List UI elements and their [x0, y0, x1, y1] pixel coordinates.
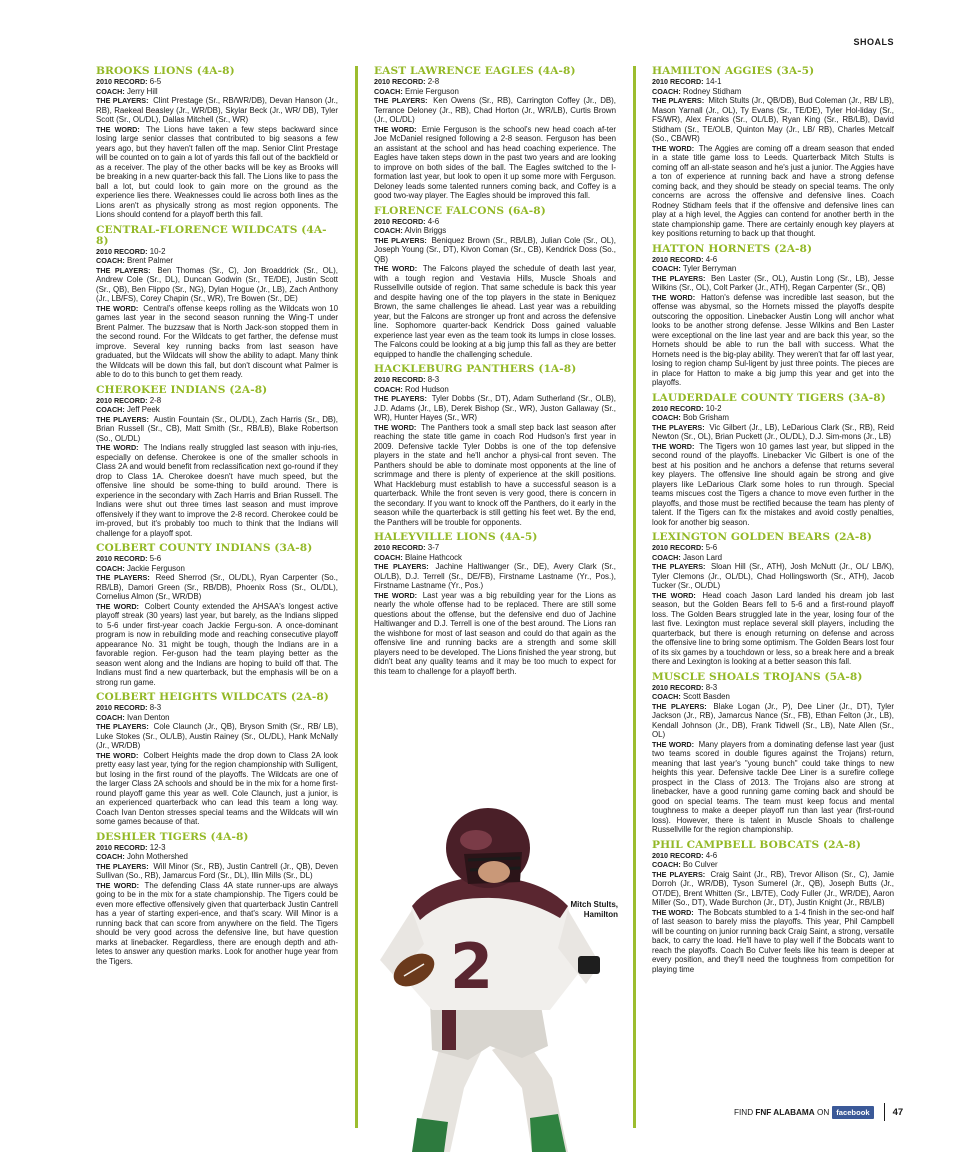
team-coach-value: Jackie Ferguson [126, 563, 185, 573]
team-word-value: Colbert Heights made the drop down to Class 2A look pretty easy last year, tying for the region championship with Sulligent, but losing in the first round of the playoffs. The Wildcats are one of the larger Class 2A schools and should be in the mix for a home first-round playoff game this year as well. Cole Claunch, just a junior, is an experienced quarterback who can lead this team a long way. Coach Ivan Denton stresses special teams and the Wildcats will win some games because of that. [96, 750, 338, 826]
team-coach-label: COACH: [374, 86, 403, 96]
team-players [652, 96, 894, 144]
footer-find: FIND [734, 1107, 754, 1117]
team-coach [652, 692, 894, 702]
team-coach-label: COACH: [96, 256, 125, 265]
team-record-value: 10-2 [149, 246, 166, 256]
team-record-label: 2010 RECORD: [96, 395, 148, 405]
team-record-label: 2010 RECORD: [374, 543, 426, 552]
team-coach [374, 385, 616, 395]
team-players-label: THE PLAYERS: [96, 265, 151, 275]
column-3 [652, 66, 894, 979]
team-coach-label: COACH: [652, 264, 681, 273]
team-players [96, 862, 338, 881]
team-record-value: 8-3 [149, 703, 162, 712]
team-word-value: The Indians really struggled last season with inju-ries, especially on defense. Cherokee is one of the smaller schools in Class 2A and would benefit from reclassification next go-round if they drop to Class 1A. Cherokee doesn't have much speed, but the offensive line should be some-thing to build around. There is experience in the secondary with Zach Harris and Brian Russell. The Indians were shut out three times last season and must improve offensively if they want to improve the 2-8 record. Cherokee could be im-proved, but it's probably too much to think that the Indians will challenge for a playoff spot. [96, 443, 338, 538]
team-coach [652, 413, 894, 423]
team-word-value: Hatton's defense was incredible last season, but the offense was abysmal, so the Hornets missed the playoffs despite outscoring the opposition. Linebacker Austin Long will anchor what looks to be another strong defense. Jesse Wilkins and Ben Laster were exceptional on the line last year and are back this year, so the Hornets should be able to run the ball with success. What the Hornets need is the big-play ability. They weren't that far off last year, losing to region champ Sul-ligent by just three points. The pieces are in place for Hatton to make a big jump this year and get into the playoffs. [652, 292, 894, 387]
team-profile [374, 66, 616, 201]
team-record [96, 554, 338, 564]
team-word-value: The Panthers took a small step back last season after reaching the state title game in coach Rod Hudson's first year in 2009. Defensive tackle Tyler Dobbs is one of the top defensive players in the state and he'll anchor a physi-cal front seven. The Panthers should be able to dominate most opponents at the line of scrimmage and there is plenty of experience at the skill positions. What Hackleburg must establish to have a successful season is a quarterback. While the front seven is very good, there is concern in the secondary. If you want to knock off the Panthers, do it early in the season while the quarterback is still getting his feet wet. By the end, the Panthers will be trouble for opponents. [374, 422, 616, 527]
team-players [96, 415, 338, 444]
team-profile [96, 385, 338, 539]
team-record-value: 4-6 [427, 216, 440, 226]
team-coach [652, 264, 894, 274]
team-word-label: THE WORD: [96, 124, 140, 134]
team-players-label: THE PLAYERS: [652, 869, 706, 879]
team-record-label: 2010 RECORD: [96, 842, 148, 852]
team-players-value: Beniquez Brown (Sr., RB/LB), Julian Cole (Sr., OL), Joseph Young (Sr., DT), Kivon Coman (Sr., CB), Kendrick Doss (So., QB) [374, 235, 616, 264]
team-coach [374, 553, 616, 563]
team-coach [652, 87, 894, 97]
team-profile [652, 672, 894, 835]
team-word [96, 881, 338, 967]
team-players-value: Tyler Dobbs (Sr., DT), Adam Sutherland (Sr., OLB), J.D. Adams (Jr., LB), Derek Bishop (Sr., WR), Juston Gallaway (Sr., WR), Hunter Hayes (Sr., WR) [374, 394, 616, 422]
team-word [96, 125, 338, 220]
team-title: CHEROKEE INDIANS (2A-8) [96, 383, 268, 396]
team-players-label: THE PLAYERS: [96, 861, 149, 871]
team-word [96, 304, 338, 380]
team-word [652, 144, 894, 239]
team-title: COLBERT HEIGHTS WILDCATS (2A-8) [96, 691, 329, 703]
team-players-value: Ken Owens (Sr., RB), Carrington Coffey (Jr., DB), Terrance Deloney (Jr., RB), Chad Horton (Jr., WR/LB), Curtis Brown (Jr., OL/DL) [374, 96, 616, 124]
team-players [652, 562, 894, 591]
team-coach [652, 860, 894, 870]
team-profile [652, 244, 894, 388]
team-players-label: THE PLAYERS: [96, 96, 149, 105]
team-record [652, 543, 894, 553]
team-players-label: THE PLAYERS: [96, 414, 149, 424]
team-coach-value: Bo Culver [682, 860, 718, 869]
team-word-label: THE WORD: [96, 601, 139, 611]
team-title: CENTRAL-FLORENCE WILDCATS (4A-8) [96, 223, 327, 247]
team-players [374, 236, 616, 265]
team-title: EAST LAWRENCE EAGLES (4A-8) [374, 65, 576, 77]
team-coach [96, 713, 338, 723]
caption-team: Hamilton [583, 910, 618, 919]
team-coach-label: COACH: [374, 384, 403, 394]
team-word-label: THE WORD: [652, 907, 694, 917]
team-players-label: THE PLAYERS: [374, 562, 429, 571]
photo-caption [548, 900, 618, 920]
team-coach-label: COACH: [374, 552, 403, 562]
team-word-label: THE WORD: [96, 880, 139, 890]
team-record-label: 2010 RECORD: [374, 77, 426, 86]
team-title: LEXINGTON GOLDEN BEARS (2A-8) [652, 531, 872, 543]
team-coach-label: COACH: [652, 413, 681, 422]
team-record-label: 2010 RECORD: [652, 850, 704, 860]
team-title: HALEYVILLE LIONS (4A-5) [374, 531, 538, 543]
team-title: COLBERT COUNTY INDIANS (3A-8) [96, 542, 313, 554]
team-record-value: 3-7 [427, 543, 440, 552]
team-record-value: 2-8 [427, 77, 440, 86]
team-word-value: The defending Class 4A state runner-ups are always going to be in the mix for a state championship. The Tigers could be even more effective offensively given that quarterback Justin Cantrell has a year of starting experi-ence, and that's scary. Will Minor is a running back that can score from anywhere on the field. The Tigers should be very good across the defensive line, but have question marks at linebacker. Regardless, there are enough depth and ath-letes to answer any question marks. Look for another huge year from the Tigers. [96, 880, 339, 966]
team-word [374, 591, 616, 677]
team-record [96, 396, 338, 406]
team-coach [96, 405, 338, 415]
team-record-label: 2010 RECORD: [96, 703, 148, 712]
page-footer [734, 1102, 903, 1122]
team-profile [96, 543, 338, 687]
team-players-value: Reed Sherrod (Sr., OL/DL), Ryan Carpenter (So., RB/LB), Damori Green (Sr., RB/DB), Phoenix Ross (Sr., OL/DL), Cornelius Almon (Sr., WR/DB) [96, 573, 338, 601]
team-record [96, 77, 338, 87]
team-coach-label: COACH: [96, 563, 125, 573]
team-coach-value: Bob Grisham [682, 413, 729, 422]
team-coach [96, 564, 338, 574]
team-record-value: 5-6 [705, 543, 718, 552]
team-players [374, 562, 616, 591]
team-profile [374, 206, 616, 360]
team-record [374, 375, 616, 385]
team-title: BROOKS LIONS (4A-8) [96, 65, 235, 77]
team-coach-value: Jason Lard [682, 552, 722, 562]
section-label: SHOALS [853, 37, 894, 47]
team-players [374, 96, 616, 125]
team-record [652, 851, 894, 861]
team-coach-label: COACH: [652, 86, 681, 96]
team-coach [96, 256, 338, 266]
team-record-label: 2010 RECORD: [652, 254, 704, 264]
team-profile [96, 66, 338, 220]
team-record-label: 2010 RECORD: [652, 403, 704, 413]
jersey-number: 2 [450, 930, 494, 1003]
team-word [652, 442, 894, 528]
team-record [652, 683, 894, 693]
team-title: LAUDERDALE COUNTY TIGERS (3A-8) [652, 391, 886, 404]
team-profile [374, 364, 616, 527]
team-players-value: Vic Gilbert (Jr., LB), LeDarious Clark (Sr., RB), Reid Newton (Sr., OL), Brian Puckett (Jr., OL/DL), D.J. Sim-mons (Jr., LB) [652, 422, 894, 441]
team-players-label: THE PLAYERS: [96, 722, 149, 731]
team-record-label: 2010 RECORD: [374, 375, 426, 384]
team-players-value: Ben Thomas (Sr., C), Jon Broaddrick (Sr., OL), Andrew Cole (Sr., DL), Duncan Godwin (Sr., TE/DE), Justin Scott (Sr., QB), Ben Flippo (Sr., NG), Dylan Hogue (Jr., LB), Zach Anthony (Jr., LB/FS), Corey Chapin (Sr., WR), Tre Bowen (Sr., DE) [96, 265, 339, 303]
team-word [374, 264, 616, 359]
team-profile [652, 532, 894, 667]
team-title: HATTON HORNETS (2A-8) [652, 242, 813, 255]
team-record-value: 4-6 [705, 850, 718, 860]
team-coach-label: COACH: [96, 712, 125, 722]
team-word [96, 443, 338, 538]
team-word-label: THE WORD: [96, 303, 139, 313]
team-players-value: Mitch Stults (Jr., QB/DB), Bud Coleman (Jr., RB/ LB), Mason Yarnall (Jr., OL), Ty Evans (Sr., TE/DE), Tyler Hol-liday (Sr., FS/WR), Alex Franks (Sr., OL/LB), Ryan King (Sr., RB/LB), David Stidham (Sr., TE/OLB, Quinton May (Jr., LB/ RB), Charles Metcalf (So., CB/WR) [652, 96, 894, 143]
team-coach-label: COACH: [374, 226, 403, 235]
team-players-value: Clint Prestage (Sr., RB/WR/DB), Devan Hanson (Jr., RB), Raekeal Beasley (Jr., WR/DB), Skylar Beck (Jr., WR/ DB), Tyler Scott (Sr., OL/DL), Dallas Mitchell (Sr., WR) [96, 96, 338, 124]
team-players-label: THE PLAYERS: [374, 96, 428, 105]
team-word-label: THE WORD: [374, 124, 417, 134]
team-coach [96, 852, 338, 862]
team-players-value: Ben Laster (Sr., OL), Austin Long (Sr., LB), Jesse Wilkins (Sr., OL), Colt Parker (Jr., ATH), Regan Carpenter (Sr., QB) [652, 273, 894, 292]
team-players [374, 394, 616, 423]
football-player-illustration [372, 788, 612, 1152]
team-record-value: 14-1 [705, 77, 722, 86]
team-word-value: The Falcons played the schedule of death last year, with a tough region and Vestavia Hills, Muscle Shoals and Russellville outside of region. That same schedule is back this year and despite having one of the top players in the state in Beniquez Brown, the same challenges lie ahead. Last year was a rebuilding year, but the Falcons are stronger up front and across the defensive line. Sophomore quarter-back Kendrick Doss gained valuable experience last year even as the team took its lumps in close losses. The Falcons could be looking at a big jump this fall as they are better equipped to handle the challenging schedule. [374, 264, 616, 359]
team-record [652, 255, 894, 265]
team-coach-value: Jerry Hill [126, 86, 158, 96]
team-coach [652, 553, 894, 563]
team-profile [96, 225, 338, 380]
team-players-label: THE PLAYERS: [374, 394, 427, 403]
team-word-label: THE WORD: [374, 590, 418, 600]
team-record [96, 247, 338, 257]
team-word-value: The Lions have taken a few steps backward since losing large senior classes that contributed to big seasons a few years ago, but they haven't fallen off the map. Senior Clint Prestage will be counted on to gain a lot of yards this fall out of the backfield or as a receiver. The play of the other backs will be key as Brooks will be breaking in a new quarter-back this fall. The Lions like to pass the ball a lot, but could look to gain more on the ground as the experience lies there. Weaknesses could lie across both lines as the Lions aren't as physically strong as most region opponents. The Lions should contend for a playoff berth this fall. [96, 124, 338, 219]
team-record-label: 2010 RECORD: [652, 77, 704, 86]
team-word [374, 125, 616, 201]
column-1 [96, 66, 338, 971]
team-players-label: THE PLAYERS: [374, 235, 427, 245]
facebook-logo[interactable]: facebook [832, 1106, 873, 1119]
team-word [96, 602, 338, 688]
team-word-value: Colbert County extended the AHSAA's longest active playoff streak (30 years) last year, but barely, as the Indians slipped to 5-6 under first-year coach Jackie Fergu-son. A once-dominant program is now in rebuilding mode and reaching consecutive playoff appearance No. 31 might be tough, though the Indians are in a favorable region. Fer-guson had the team playing better as the season went along and the Indians are hoping to build off that. The Indians must find a new quarterback, but the emphasis will be on a strong run game. [96, 601, 338, 687]
team-coach-value: Tyler Berryman [682, 264, 737, 273]
team-word-value: Head coach Jason Lard landed his dream job last season, but the Golden Bears fell to 5-6 and a first-round playoff loss. The Golden Bears struggled late in the year, losing four of the last five. Lexington must replace several skill players, including the quarterback, but there is enough returning on defense and across the offensive line to bring some optimism. The Golden Bears lost four of its six games by a touchdown or less, so a break here and a break there and Lexington is looking at a better season this fall. [652, 590, 894, 666]
footer-brand: FNF ALABAMA [755, 1107, 815, 1117]
team-word-value: The Tigers won 10 games last year, but slipped in the second round of the playoffs. Linebacker Vic Gilbert is one of the best at his position and he anchors a defense that returns several key players. The offensive line should again be strong and give players like LeDarious Clark some holes to run through. Special teams miscues cost the Tigers a chance to move even further in the playoffs, and those must be rectified because the team has plenty of talent. If the Tigers can fix the mistakes and avoid costly penalties, look for another big season. [652, 441, 894, 527]
team-word-value: Central's offense keeps rolling as the Wildcats won 10 games last year in the second season running the Wing-T under Brent Palmer. The buzzsaw that is North Jack-son stopped them in the second round. For the Wildcats to get farther, the defense must improve. Several key running backs from last season have graduated, but the Wildcats will show the ability to adapt. Many think the Wildcats will be down this fall, but don't discount what Palmer is able to do to this bunch to get them ready. [96, 303, 338, 379]
team-title: PHIL CAMPBELL BOBCATS (2A-8) [652, 838, 862, 851]
team-record-value: 8-3 [705, 682, 718, 692]
team-coach-value: Scott Basden [682, 692, 730, 701]
team-word [374, 423, 616, 528]
team-profile [374, 532, 616, 676]
team-word-value: The Aggies are coming off a dream season that ended in a state title game loss to Leeds. Quarterback Mitch Stults is coming off an all-state season and he's just a junior. The Aggies have a ton of experience at running back and have a strong defense coming back, and they should be steady on special teams. The only concerns are across the offensive and defensive lines. Coach Rodney Stidham feels that if the offensive and defensive lines can play at a high level, the Aggies can contend for another berth in the state championship game. There are certainly enough key players at key positions returning to back up that thought. [652, 143, 894, 238]
team-word [652, 908, 894, 975]
team-profile [96, 692, 338, 827]
team-profile [652, 840, 894, 975]
player-photo [372, 788, 612, 1152]
team-word-value: Last year was a big rebuilding year for the Lions as nearly the whole offense had to be replaced. There are still some questions about the offense, but the defensive end duo of Jachine Haltiwanger and D.J. Terrell is one of the best around. The Lions ran the wishbone for most of last season and could do that again as the offensive line and running backs are a strength and some skill players need to be developed. The Lions finished the year strong, but didn't beat any quality teams and it may be too much to expect for this team to challenge for a playoff berth. [374, 590, 616, 676]
team-players-label: THE PLAYERS: [652, 562, 706, 571]
team-title: HACKLEBURG PANTHERS (1A-8) [374, 363, 577, 375]
team-word-label: THE WORD: [652, 143, 695, 153]
team-record [374, 543, 616, 553]
team-word-value: The Bobcats stumbled to a 1-4 finish in the sec-ond half of last season to barely miss the playoffs. This year, Phil Campbell will be counting on junior running back Craig Saint, a strong, versatile back, to carry the load. He'll have to play well if the Bobcats want to reach the playoffs. Coach Bo Culver feels like his team is deeper at every position, and they'll need the toughness from competition for playing time [652, 907, 895, 974]
team-coach-label: COACH: [96, 405, 125, 414]
team-record [96, 843, 338, 853]
team-coach-value: Rod Hudson [404, 384, 449, 394]
team-word [652, 293, 894, 388]
team-players-label: THE PLAYERS: [652, 96, 705, 105]
team-word-label: THE WORD: [96, 443, 139, 452]
footer-on: ON [816, 1107, 830, 1117]
team-title: DESHLER TIGERS (4A-8) [96, 830, 249, 843]
team-players [96, 573, 338, 602]
team-players-value: Sloan Hill (Sr., ATH), Josh McNutt (Jr., OL/ LB/K), Tyler Clemons (Jr., OL/DL), Chad Hollingsworth (Sr., ATH), Jacob Tucker (Sr., OL/DL) [652, 562, 894, 590]
team-coach-label: COACH: [652, 692, 681, 701]
team-coach-value: Jeff Peek [126, 405, 160, 414]
team-word [96, 751, 338, 827]
team-record [96, 703, 338, 713]
team-coach-value: John Mothershed [126, 852, 188, 861]
team-players-value: Craig Saint (Jr., RB), Trevor Allison (Sr., C), Jamie Dorroh (Jr., WR/DB), Tyson Sumerel (Jr., QB), Joseph Butts (Jr., OT/DE), Brent Whitten (Sr., LB/TE), Cody Fuller (Jr., WR/DE), Aaron Miller (So., DT), Wade Burchon (Jr., DT), Justin Knight (Jr., RB/LB) [652, 869, 895, 907]
team-coach-value: Alvin Briggs [404, 226, 447, 235]
team-record [374, 217, 616, 227]
team-players-label: THE PLAYERS: [652, 273, 706, 283]
team-word-value: Ernie Ferguson is the school's new head coach af-ter Joe McDaniel resigned following a 2-8 season. Ferguson has been an assistant at the school and has head coaching experience. The Eagles have taken steps down in the past two years and are looking to improve on both sides of the ball. The Eagles switched to the I-formation last year, but look to open it up some more with Ferguson. Deloney leads some talented runners coming back, and Coffey is a good two-way player. The Eagles should be improved this fall. [374, 124, 616, 200]
team-record-label: 2010 RECORD: [652, 543, 704, 552]
team-record-label: 2010 RECORD: [652, 682, 704, 692]
column-rule [633, 66, 636, 1128]
team-coach-value: Blaine Hathcock [404, 552, 462, 562]
team-word-label: THE WORD: [652, 292, 696, 302]
team-record-value: 4-6 [705, 254, 718, 264]
team-record-label: 2010 RECORD: [96, 246, 148, 256]
team-players [96, 266, 338, 304]
team-record-value: 2-8 [149, 395, 162, 405]
team-record [652, 77, 894, 87]
team-word-label: THE WORD: [96, 750, 139, 760]
team-coach-value: Rodney Stidham [682, 86, 742, 96]
team-players [652, 423, 894, 442]
team-players-value: Blake Logan (Jr., P), Dee Liner (Jr., DT), Tyler Jackson (Jr., RB), Jamarcus Nance (Sr., FB), Ethan Felton (Jr., LB), Kendall Johnson (Jr., DB), Frank Tidwell (Sr., LB), Nate Allen (Sr., OL) [652, 701, 894, 739]
team-coach-label: COACH: [652, 860, 681, 869]
team-players [652, 274, 894, 293]
team-record-label: 2010 RECORD: [96, 77, 148, 86]
team-players-value: Cole Claunch (Jr., QB), Bryson Smith (Sr., RB/ LB), Luke Stokes (Sr., OL/LB), Austin Rainey (Sr., OL/DL), Hank McNally (Jr., WR/DB) [96, 722, 339, 750]
team-players-value: Will Minor (Sr., RB), Justin Cantrell (Jr., QB), Deven Sullivan (So., RB), Jamarcus Ford (Sr., DL), Illin Mills (Sr., DL) [96, 861, 338, 880]
page-number: 47 [892, 1106, 904, 1118]
team-word-label: THE WORD: [652, 441, 695, 451]
team-coach-label: COACH: [96, 852, 125, 861]
caption-name: Mitch Stults, [570, 900, 618, 909]
team-title: FLORENCE FALCONS (6A-8) [374, 204, 546, 217]
team-coach [96, 87, 338, 97]
team-word-label: THE WORD: [652, 739, 694, 749]
team-coach [374, 226, 616, 236]
team-word-value: Many players from a dominating defense last year (just two teams scored in double figures against the Trojans) return, meaning that last year's "young bunch" could take things to new heights this year. Defensive tackle Dee Liner is a surefire college prospect in the Class of 2013. The Trojans also are strong at linebacker, have a good running game coming back and should be good on special teams. The team must keep focus and mental toughness to make a deeper playoff run than last year (first-round loss). However, there is talent in Muscle Shoals to challenge Russellville for the region championship. [652, 739, 894, 834]
team-players [96, 96, 338, 125]
team-title: MUSCLE SHOALS TROJANS (5A-8) [652, 670, 863, 683]
team-players [652, 702, 894, 740]
team-players-label: THE PLAYERS: [652, 701, 707, 711]
team-record-label: 2010 RECORD: [374, 216, 426, 226]
team-word-label: THE WORD: [374, 264, 418, 273]
team-coach-value: Ivan Denton [126, 712, 170, 722]
team-players-label: THE PLAYERS: [96, 573, 150, 582]
team-coach [374, 87, 616, 97]
team-players [652, 870, 894, 908]
team-record-value: 5-6 [149, 554, 162, 563]
team-record-value: 10-2 [705, 403, 722, 413]
team-title: HAMILTON AGGIES (3A-5) [652, 65, 815, 77]
team-players [96, 722, 338, 751]
team-record-value: 6-5 [149, 77, 162, 86]
team-record-value: 8-3 [427, 375, 440, 384]
team-coach-label: COACH: [96, 86, 125, 96]
team-coach-label: COACH: [652, 552, 681, 562]
team-players-label: THE PLAYERS: [652, 422, 705, 432]
team-record-value: 12-3 [149, 842, 166, 852]
team-coach-value: Ernie Ferguson [404, 86, 459, 96]
team-profile [652, 66, 894, 239]
team-profile [652, 393, 894, 528]
team-record [374, 77, 616, 87]
column-2 [374, 66, 616, 681]
team-record [652, 404, 894, 414]
team-word [652, 591, 894, 667]
footer-divider [884, 1103, 885, 1121]
team-profile [96, 832, 338, 967]
team-record-label: 2010 RECORD: [96, 554, 148, 563]
team-word-label: THE WORD: [374, 422, 417, 432]
team-players-value: Jachine Haltiwanger (Sr., DE), Avery Clark (Sr., OL/LB), D.J. Terrell (Sr., DE/FB), Firstname Lastname (Yr., Pos.), Firstname Lastname (Yr., Pos.) [374, 562, 616, 590]
team-word-label: THE WORD: [652, 590, 696, 600]
team-word [652, 740, 894, 835]
column-rule [355, 66, 358, 1128]
team-players-value: Austin Fountain (Sr., OL/DL), Zach Harris (Sr., DB), Brian Russell (Sr., CB), Matt Smith (Sr., RB/LB), Blake Robertson (So., OL/DL) [96, 414, 338, 443]
team-coach-value: Brent Palmer [126, 256, 173, 265]
